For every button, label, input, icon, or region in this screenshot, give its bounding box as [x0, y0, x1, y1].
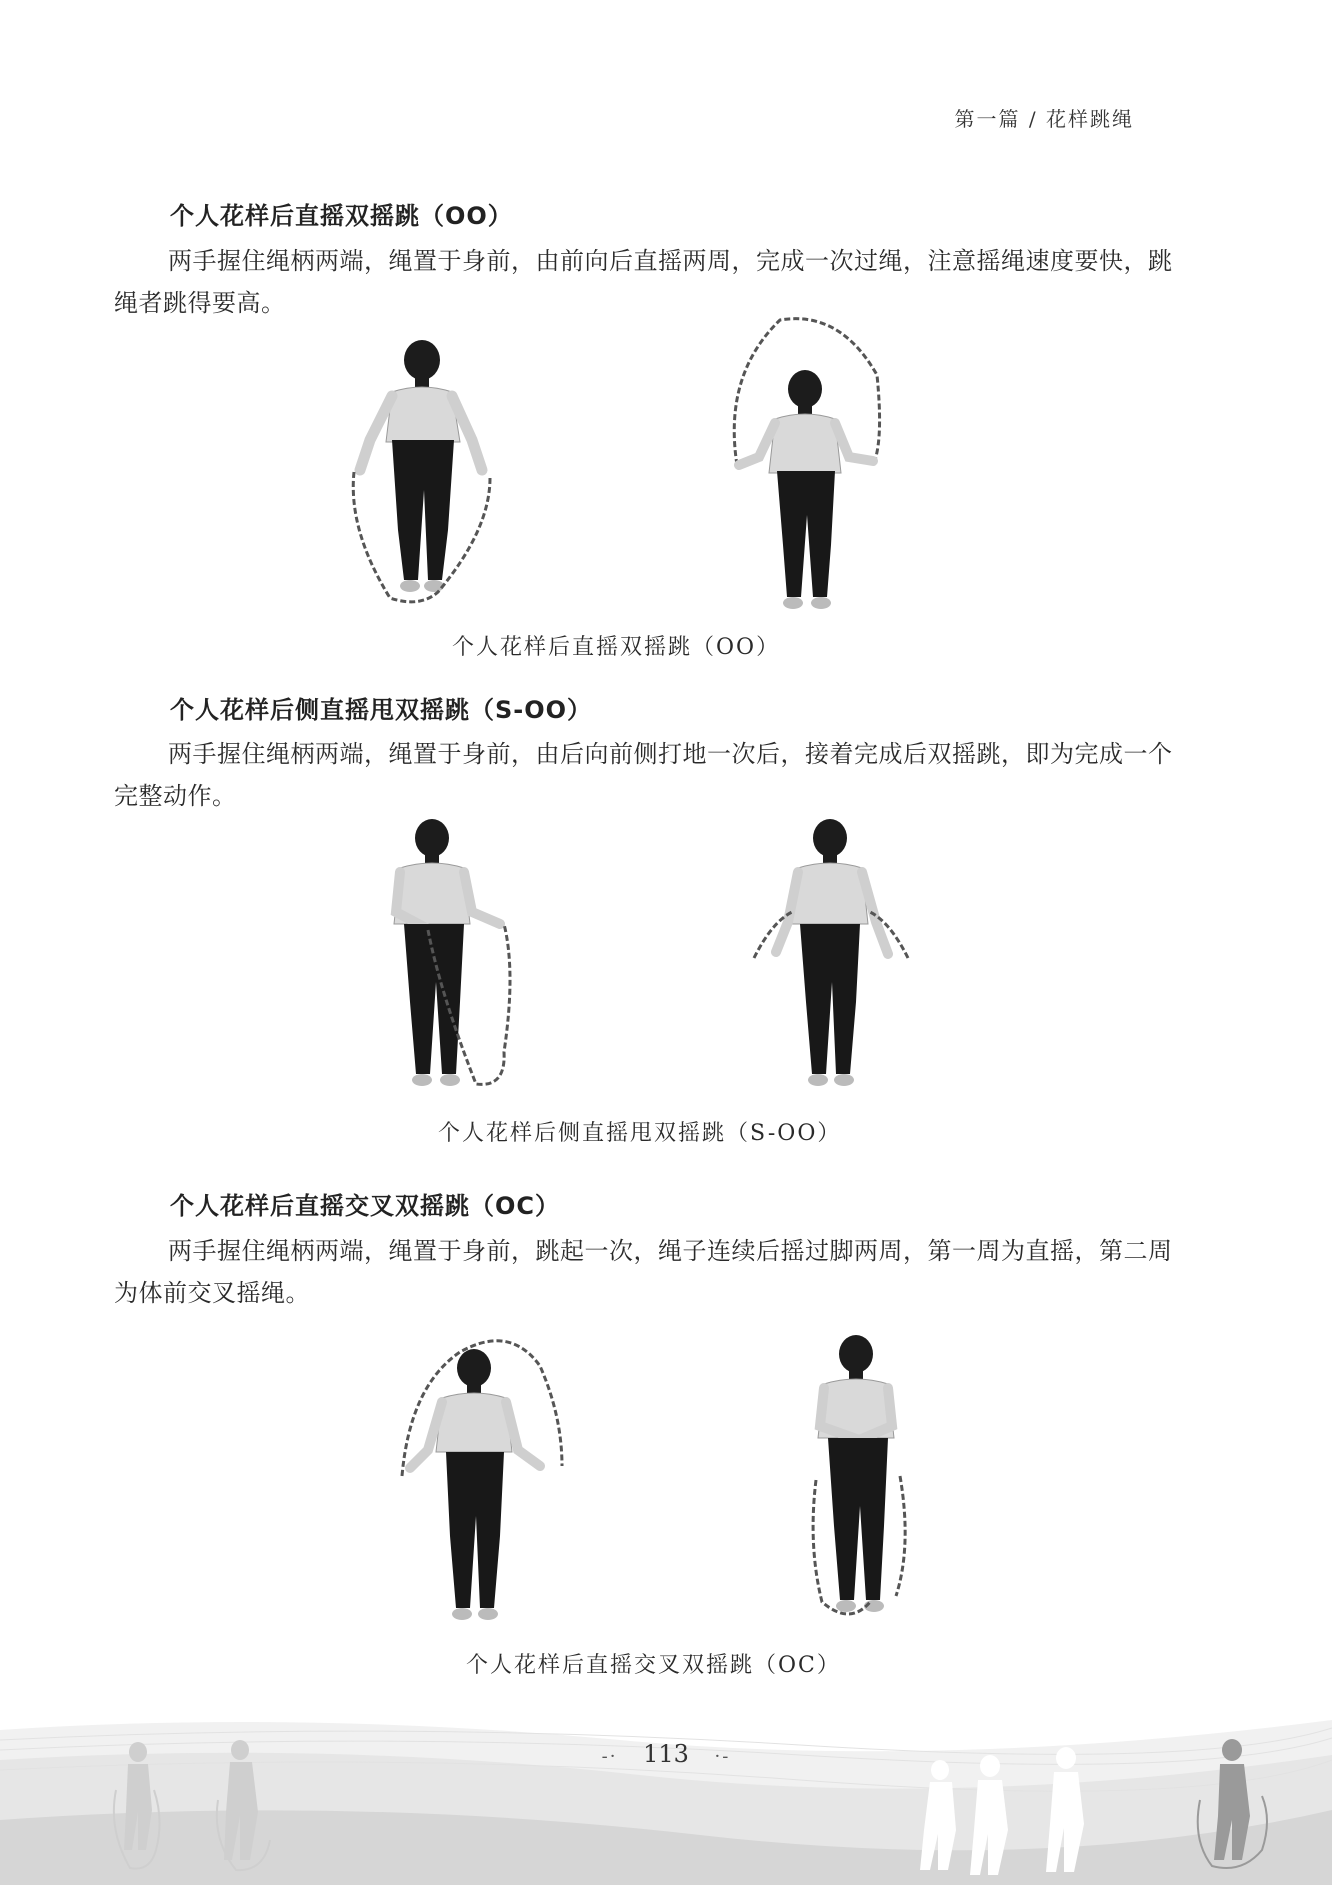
- page-number: [0, 1740, 1332, 1768]
- footer-decoration: [0, 1700, 1332, 1885]
- caption-oc: 个人花样后直摇交叉双摇跳（OC）: [466, 1653, 841, 1678]
- photo-s-oo-rope-swing: [752, 812, 912, 1092]
- running-head: 第一篇 / 花样跳绳: [954, 107, 1134, 131]
- photo-oo-jump-rope-low: [330, 330, 520, 610]
- caption-s-oo: 个人花样后侧直摇甩双摇跳（S-OO）: [438, 1121, 842, 1146]
- photo-oc-rope-cross: [800, 1326, 920, 1626]
- photo-s-oo-rope-side: [380, 812, 530, 1092]
- section-body-s-oo: 两手握住绳柄两端，绳置于身前，由后向前侧打地一次后，接着完成后双摇跳，即为完成一个完整动作。: [114, 740, 1173, 810]
- caption-oo: 个人花样后直摇双摇跳（OO）: [452, 635, 781, 660]
- photo-oc-rope-overhead: [390, 1326, 570, 1626]
- page-number-value: 113: [643, 1740, 689, 1768]
- section-body-oc: 两手握住绳柄两端，绳置于身前，跳起一次，绳子连续后摇过脚两周，第一周为直摇，第二周为体前交叉摇绳。: [114, 1237, 1173, 1307]
- photo-oo-jump-rope-overhead: [725, 315, 895, 615]
- section-title-oc: 个人花样后直摇交叉双摇跳（OC）: [170, 1192, 561, 1220]
- section-title-s-oo: 个人花样后侧直摇甩双摇跳（S-OO）: [170, 696, 593, 724]
- page-number-deco-left: -·: [601, 1746, 618, 1767]
- page-number-deco-right: ·-: [714, 1746, 731, 1767]
- section-title-oo: 个人花样后直摇双摇跳（OO）: [170, 202, 513, 230]
- section-body-oo: 两手握住绳柄两端，绳置于身前，由前向后直摇两周，完成一次过绳，注意摇绳速度要快，跳绳者跳得要高。: [114, 247, 1173, 317]
